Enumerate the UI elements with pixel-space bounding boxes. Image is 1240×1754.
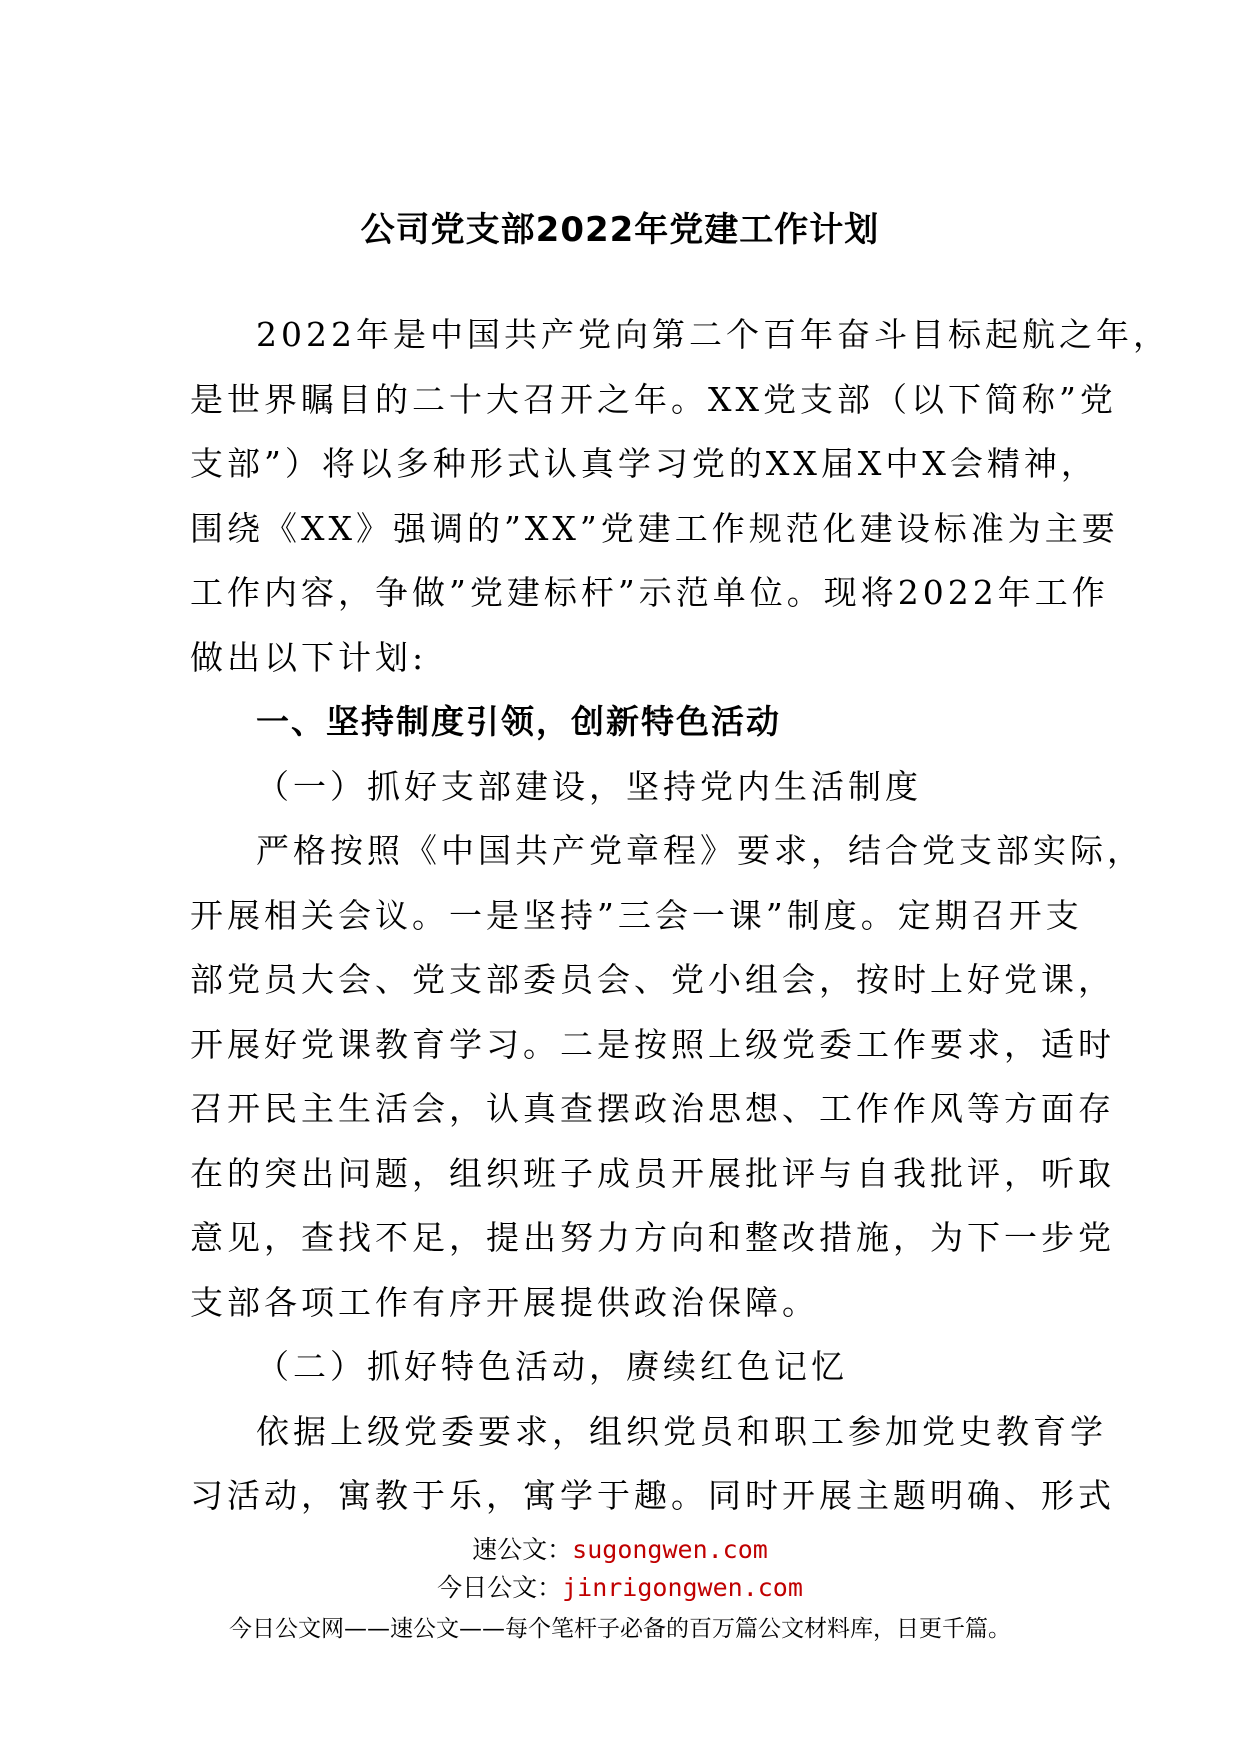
paragraph-line: 部党员大会、党支部委员会、党小组会，按时上好党课， [190,960,1115,999]
paragraph-line: 依据上级党委要求，组织党员和职工参加党史教育学 [256,1411,1107,1451]
paragraph-line: 开展相关会议。一是坚持”三会一课”制度。定期召开支 [190,895,1083,935]
footer-label: 速公文： [472,1535,573,1564]
footer-jinrigongwen [0,1572,1240,1604]
paragraph-line: 是世界瞩目的二十大召开之年。XX党支部（以下简称”党 [190,379,1117,419]
footer-slogan: 今日公文网——速公文——每个笔杆子必备的百万篇公文材料库，日更千篇。 [229,1616,1011,1642]
section-heading: 一、坚持制度引领，创新特色活动 [256,702,781,741]
subsection-heading: （一）抓好支部建设，坚持党内生活制度 [256,766,922,806]
paragraph-line: 严格按照《中国共产党章程》要求，结合党支部实际， [256,831,1144,870]
paragraph-line: 围绕《XX》强调的”XX”党建工作规范化建设标准为主要 [190,508,1119,548]
paragraph-line: 工作内容，争做”党建标杆”示范单位。现将2022年工作 [190,573,1109,612]
paragraph-line: 做出以下计划: [190,637,428,677]
paragraph-line: 支部”）将以多种形式认真学习党的XX届X中X会精神， [190,444,1098,483]
paragraph-line: 意见，查找不足，提出努力方向和整改措施，为下一步党 [190,1218,1115,1257]
paragraph-line: 在的突出问题，组织班子成员开展批评与自我批评，听取 [190,1153,1115,1193]
footer-link-sugongwen[interactable]: sugongwen.com [572,1535,768,1564]
paragraph-line: 支部各项工作有序开展提供政治保障。 [190,1282,819,1322]
footer-label: 今日公文： [437,1573,563,1602]
footer-sugongwen [0,1534,1240,1566]
document-body [190,303,1170,1529]
paragraph-line: 习活动，寓教于乐，寓学于趣。同时开展主题明确、形式 [190,1476,1115,1515]
document-title: 公司党支部2022年党建工作计划 [360,210,880,250]
footer-link-jinrigongwen[interactable]: jinrigongwen.com [562,1573,803,1602]
paragraph-line: 召开民主生活会，认真查摆政治思想、工作作风等方面存 [190,1089,1115,1128]
subsection-heading: （二）抓好特色活动，赓续红色记忆 [256,1347,848,1386]
paragraph-line: 2022年是中国共产党向第二个百年奋斗目标起航之年， [256,315,1170,354]
paragraph-line: 开展好党课教育学习。二是按照上级党委工作要求，适时 [190,1024,1115,1064]
